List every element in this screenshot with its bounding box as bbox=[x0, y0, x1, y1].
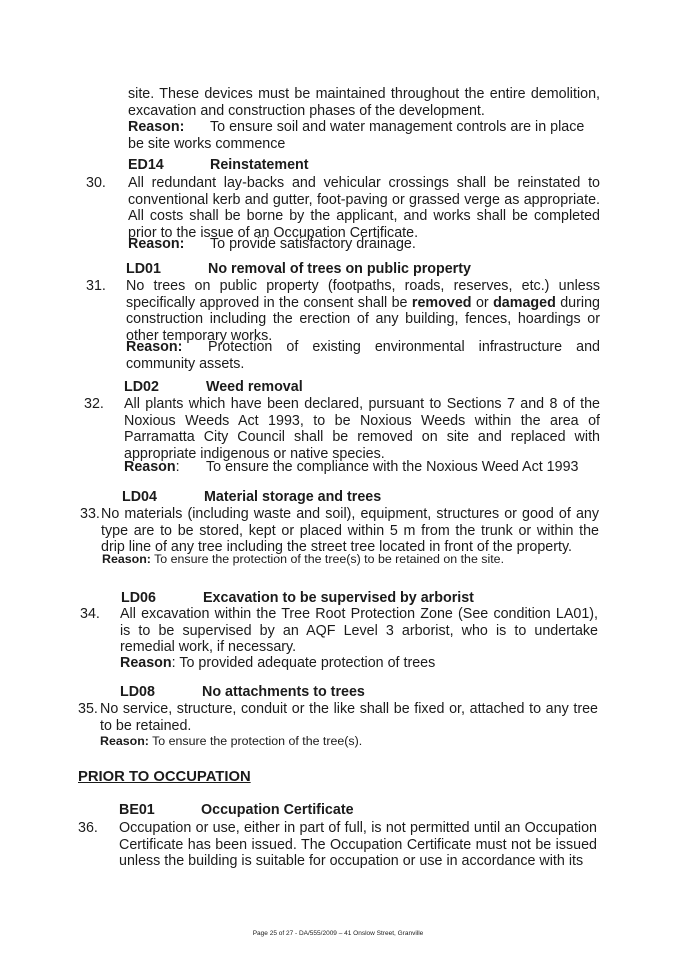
reason-text: To ensure the protection of the tree(s) to be retained on the site. bbox=[154, 552, 505, 566]
reason-text: Protection of existing environmental infrastructure and community assets. bbox=[126, 339, 600, 372]
condition-reason bbox=[100, 733, 598, 750]
condition-code: BE01 bbox=[119, 802, 155, 818]
reason-text: To ensure soil and water management controls are in place be site works commence bbox=[128, 119, 585, 152]
condition-code: LD02 bbox=[124, 379, 159, 395]
reason-text: : To provided adequate protection of trees bbox=[171, 655, 436, 671]
condition-number: 32. bbox=[84, 396, 104, 412]
condition-title: Reinstatement bbox=[210, 157, 309, 173]
page-footer: Page 25 of 27 - DA/555/2009 – 41 Onslow Street, Granville bbox=[252, 930, 424, 937]
condition-reason bbox=[126, 339, 600, 372]
condition-title: Weed removal bbox=[206, 379, 303, 395]
condition-reason bbox=[124, 459, 600, 476]
condition-number: 33. bbox=[80, 506, 100, 522]
condition-text: No materials (including waste and soil), equipment, structures or good of any type are to be stored, kept or placed within 5 m from the trunk or within the drip line of any tree including the street tree located in front of the property. bbox=[101, 506, 599, 555]
condition-code: LD06 bbox=[121, 590, 156, 606]
reason-label: Reason bbox=[124, 459, 176, 475]
reason-label: Reason: bbox=[102, 552, 151, 566]
condition-text: All excavation within the Tree Root Protection Zone (See condition LA01), is to be supervised by an AQF Level 3 arborist, who is to undertake remedial work, if necessary. bbox=[120, 606, 598, 655]
condition-number: 36. bbox=[78, 820, 98, 836]
intro-reason bbox=[128, 119, 600, 152]
emphasis-removed: removed bbox=[411, 294, 472, 311]
condition-number: 30. bbox=[86, 175, 106, 191]
intro-text: site. These devices must be maintained throughout the entire demolition, excavation and construction phases of the development. bbox=[128, 86, 600, 119]
section-heading: PRIOR TO OCCUPATION bbox=[78, 769, 251, 785]
condition-number: 31. bbox=[86, 278, 106, 294]
reason-text: To ensure the compliance with the Noxious Weed Act 1993 bbox=[206, 459, 579, 475]
reason-colon: : bbox=[175, 459, 180, 475]
condition-number: 35. bbox=[78, 701, 98, 717]
condition-reason bbox=[120, 655, 598, 672]
condition-title: Excavation to be supervised by arborist bbox=[203, 590, 474, 606]
condition-text: All redundant lay-backs and vehicular crossings shall be reinstated to conventional kerb and gutter, foot-paving or grassed verge as appropriate. All costs shall be borne by the applicant, and works shall be completed prior to the issue of an Occupation Certificate. bbox=[128, 175, 600, 241]
condition-text: No service, structure, conduit or the like shall be fixed or, attached to any tree to be retained. bbox=[100, 701, 598, 734]
reason-text: To provide satisfactory drainage. bbox=[210, 236, 416, 252]
text-segment: No trees on public property (footpaths, roads, reserves, etc.) unless specifically approved in the consent shall be bbox=[126, 278, 600, 311]
text-segment: during construction including the erection of any building, fences, hoardings or other temporary works. bbox=[126, 294, 600, 344]
emphasis-damaged: damaged bbox=[493, 294, 556, 311]
reason-label: Reason: bbox=[126, 339, 183, 355]
condition-text: Occupation or use, either in part of full, is not permitted until an Occupation Certificate has been issued. The Occupation Certificate must not be issued unless the building is suitable for occupation or use in accordance with its bbox=[119, 820, 597, 869]
condition-code: LD04 bbox=[122, 489, 157, 505]
reason-label: Reason: bbox=[128, 119, 185, 135]
condition-text bbox=[126, 278, 600, 344]
condition-code: ED14 bbox=[128, 157, 164, 173]
condition-reason bbox=[102, 551, 600, 568]
condition-number: 34. bbox=[80, 606, 100, 622]
condition-code: LD08 bbox=[120, 684, 155, 700]
condition-title: No attachments to trees bbox=[202, 684, 365, 700]
reason-label: Reason bbox=[120, 655, 172, 671]
text-segment: or bbox=[475, 294, 489, 311]
condition-title: No removal of trees on public property bbox=[208, 261, 471, 277]
condition-reason bbox=[128, 236, 600, 253]
reason-label: Reason: bbox=[128, 236, 185, 252]
reason-text: To ensure the protection of the tree(s). bbox=[152, 734, 363, 748]
condition-code: LD01 bbox=[126, 261, 161, 277]
condition-title: Material storage and trees bbox=[204, 489, 382, 505]
condition-title: Occupation Certificate bbox=[201, 802, 354, 818]
condition-text: All plants which have been declared, pursuant to Sections 7 and 8 of the Noxious Weeds Act 1993, to be Noxious Weeds within the area of Parramatta City Council shall be removed on site and replaced with appropriate indigenous or native species. bbox=[124, 396, 600, 462]
reason-label: Reason: bbox=[100, 734, 149, 748]
